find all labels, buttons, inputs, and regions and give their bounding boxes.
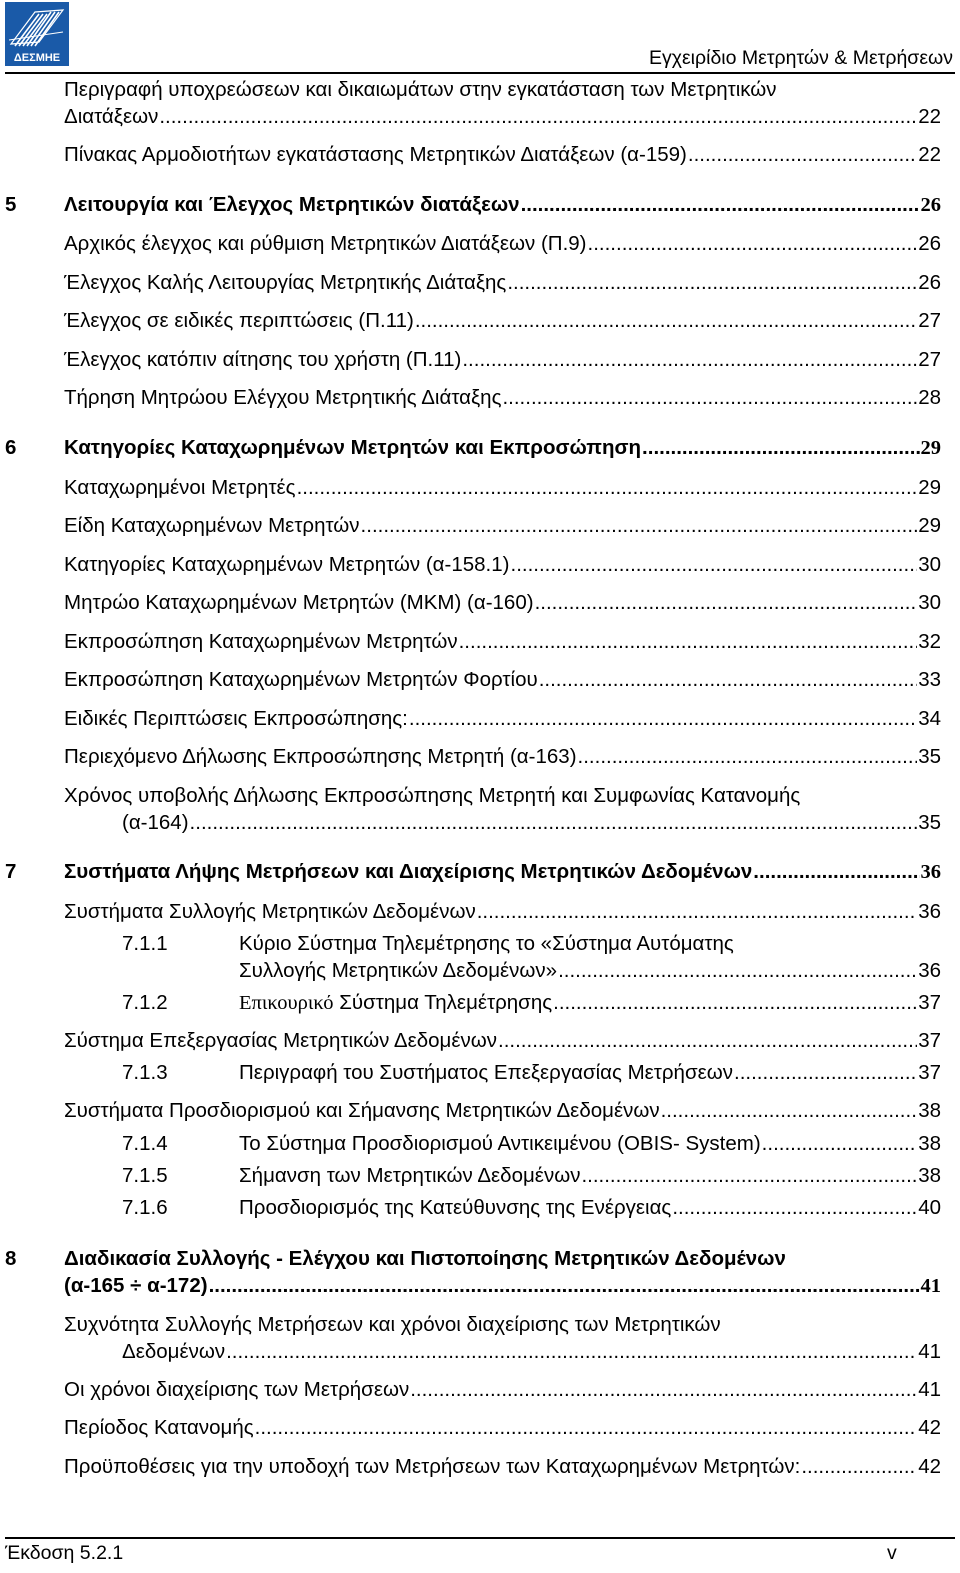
toc-title: Τήρηση Μητρώου Ελέγχου Μετρητικής Διάταξης (64, 386, 502, 409)
header-divider (5, 72, 955, 74)
toc-entry[interactable] (64, 384, 941, 411)
toc-entry[interactable] (64, 1414, 941, 1441)
leader-dots (297, 474, 918, 501)
toc-entry[interactable] (64, 743, 941, 770)
toc-subsection[interactable] (122, 989, 941, 1017)
section-number: 7.1.3 (122, 1061, 168, 1084)
toc-entry[interactable] (64, 898, 941, 925)
svg-text:ΔΕΣΜΗΕ: ΔΕΣΜΗΕ (13, 52, 61, 64)
toc-entry[interactable] (64, 551, 941, 578)
leader-dots (190, 809, 918, 836)
leader-dots (553, 989, 917, 1016)
toc-page: 26 (918, 232, 941, 255)
toc-entry[interactable] (64, 1376, 941, 1403)
toc-page: 42 (918, 1455, 941, 1478)
toc-title: Περιγραφή του Συστήματος Επεξεργασίας Μετρήσεων (239, 1061, 734, 1084)
toc-entry[interactable] (64, 666, 941, 693)
toc-chapter[interactable] (5, 858, 941, 886)
toc-title: Σήμανση των Μετρητικών Δεδομένων (239, 1164, 581, 1187)
leader-dots (255, 1414, 918, 1441)
toc-page: 36 (918, 900, 941, 923)
leader-dots (588, 230, 918, 257)
leader-dots (462, 346, 917, 373)
leader-dots (672, 1194, 917, 1221)
leader-dots (661, 1097, 918, 1124)
toc-page: 37 (918, 1029, 941, 1052)
toc-entry[interactable] (64, 705, 941, 732)
toc-title-cont: Δεδομένων (122, 1340, 226, 1363)
toc-page: 29 (918, 514, 941, 537)
toc-title: Έλεγχος κατόπιν αίτησης του χρήστη (Π.11) (64, 348, 462, 371)
toc-title: Το Σύστημα Προσδιορισμού Αντικειμένου (OBIS- System) (239, 1132, 761, 1155)
leader-dots (688, 141, 917, 168)
toc-title: Πίνακας Αρμοδιοτήτων εγκατάστασης Μετρητικών Διατάξεων (α-159) (64, 143, 687, 166)
toc-page: 32 (918, 630, 941, 653)
leader-dots (558, 957, 917, 984)
toc-title: Συστήματα Λήψης Μετρήσεων και Διαχείρισης Μετρητικών Δεδομένων (64, 860, 753, 883)
toc-title: Προϋποθέσεις για την υποδοχή των Μετρήσεων των Καταχωρημένων Μετρητών: (64, 1455, 801, 1478)
toc-entry[interactable] (64, 628, 941, 655)
leader-dots (762, 1130, 918, 1157)
section-number: 7.1.6 (122, 1196, 168, 1219)
leader-dots (498, 1027, 917, 1054)
leader-dots (801, 1453, 917, 1480)
toc-entry[interactable] (64, 76, 941, 130)
toc-title: Ειδικές Περιπτώσεις Εκπροσώπησης: (64, 707, 408, 730)
toc-page: 27 (918, 309, 941, 332)
chapter-number: 5 (5, 193, 17, 216)
toc-entry[interactable] (64, 230, 941, 257)
toc-page: 22 (918, 143, 941, 166)
leader-dots (581, 1162, 917, 1189)
toc-page: 34 (918, 707, 941, 730)
toc-title: Εκπροσώπηση Καταχωρημένων Μετρητών Φορτίου (64, 668, 538, 691)
toc-subsection[interactable] (122, 1059, 941, 1086)
leader-dots (511, 551, 918, 578)
leader-dots (535, 589, 918, 616)
toc-title: Οι χρόνοι διαχείρισης των Μετρήσεων (64, 1378, 410, 1401)
toc-entry[interactable] (64, 1027, 941, 1054)
section-number: 7.1.1 (122, 932, 168, 955)
toc-entry[interactable] (64, 141, 941, 168)
toc-page: 42 (918, 1416, 941, 1439)
toc-title-cont: (α-164) (122, 811, 189, 834)
toc-title: Κατηγορίες Καταχωρημένων Μετρητών και Εκπροσώπηση (64, 436, 642, 459)
leader-dots (209, 1272, 920, 1299)
toc-title: Σύστημα Επεξεργασίας Μετρητικών Δεδομένων (64, 1029, 498, 1052)
toc-page: 37 (918, 1061, 941, 1084)
toc-entry[interactable] (64, 307, 941, 334)
toc-entry[interactable] (64, 782, 941, 836)
toc-title: Κύριο Σύστημα Τηλεμέτρησης το «Σύστημα Αυτόματης (239, 932, 734, 955)
chapter-number: 7 (5, 860, 17, 883)
leader-dots (753, 858, 919, 885)
toc-chapter[interactable] (5, 1245, 941, 1300)
toc-page: 38 (918, 1132, 941, 1155)
toc-page: 35 (918, 811, 941, 834)
section-number: 7.1.4 (122, 1132, 168, 1155)
chapter-number: 8 (5, 1247, 17, 1270)
toc-entry[interactable] (64, 1097, 941, 1124)
toc-chapter[interactable] (5, 434, 941, 462)
toc-page: 40 (918, 1196, 941, 1219)
toc-page: 26 (920, 194, 941, 216)
toc-title: Συστήματα Συλλογής Μετρητικών Δεδομένων (64, 900, 476, 923)
leader-dots (226, 1338, 917, 1365)
toc-page: 26 (918, 271, 941, 294)
toc-page: 27 (918, 348, 941, 371)
leader-dots (521, 191, 920, 218)
footer-divider (5, 1537, 955, 1539)
toc-page: 28 (918, 386, 941, 409)
leader-dots (502, 384, 917, 411)
toc-entry[interactable] (64, 1453, 941, 1480)
toc-title-cont: Διατάξεων (64, 105, 159, 128)
toc-title: Διαδικασία Συλλογής - Ελέγχου και Πιστοποίησης Μετρητικών Δεδομένων (64, 1247, 786, 1270)
toc-page: 29 (918, 476, 941, 499)
toc-entry[interactable] (64, 589, 941, 616)
page-number: v (887, 1542, 897, 1564)
toc-title: Περιεχόμενο Δήλωσης Εκπροσώπησης Μετρητή (α-163) (64, 745, 577, 768)
leader-dots (361, 512, 918, 539)
toc-page: 35 (918, 745, 941, 768)
leader-dots (642, 434, 919, 461)
leader-dots (459, 628, 918, 655)
toc-title: Είδη Καταχωρημένων Μετρητών (64, 514, 360, 537)
toc-title: Κατηγορίες Καταχωρημένων Μετρητών (α-158.1) (64, 553, 510, 576)
toc-title: Μητρώο Καταχωρημένων Μετρητών (ΜΚΜ) (α-160) (64, 591, 534, 614)
toc-subsection[interactable] (122, 930, 941, 984)
toc-title: Περίοδος Κατανομής (64, 1416, 254, 1439)
toc-title: Σύστημα Τηλεμέτρησης (333, 991, 553, 1014)
edition-label: Έκδοση 5.2.1 (5, 1542, 124, 1564)
leader-dots (507, 269, 917, 296)
toc-page: 36 (920, 861, 941, 883)
toc-title: Έλεγχος Καλής Λειτουργίας Μετρητικής Διάταξης (64, 271, 507, 294)
toc-page: 41 (918, 1340, 941, 1363)
toc-page: 38 (918, 1099, 941, 1122)
toc-title: Εκπροσώπηση Καταχωρημένων Μετρητών (64, 630, 458, 653)
toc-title: Αρχικός έλεγχος και ρύθμιση Μετρητικών Διατάξεων (Π.9) (64, 232, 587, 255)
toc-page: 37 (918, 991, 941, 1014)
toc-chapter[interactable] (5, 191, 941, 219)
chapter-number: 6 (5, 436, 17, 459)
leader-dots (409, 705, 917, 732)
leader-dots (578, 743, 918, 770)
section-number: 7.1.2 (122, 991, 168, 1014)
toc-title: Συστήματα Προσδιορισμού και Σήμανσης Μετρητικών Δεδομένων (64, 1099, 660, 1122)
toc-page: 22 (918, 105, 941, 128)
toc-title-serif-word: Επικουρικό (239, 992, 334, 1014)
toc-entry[interactable] (64, 346, 941, 373)
toc-subsection[interactable] (122, 1162, 941, 1189)
toc-page: 38 (918, 1164, 941, 1187)
desmie-logo (5, 2, 69, 66)
toc-entry[interactable] (64, 1311, 941, 1365)
section-number: 7.1.5 (122, 1164, 168, 1187)
toc-entry[interactable] (64, 269, 941, 296)
toc-page: 30 (918, 591, 941, 614)
toc-subsection[interactable] (122, 1130, 941, 1157)
toc-page: 29 (920, 437, 941, 459)
toc-title: Συχνότητα Συλλογής Μετρήσεων και χρόνοι διαχείρισης των Μετρητικών (64, 1313, 721, 1336)
leader-dots (734, 1059, 917, 1086)
toc-entry[interactable] (64, 474, 941, 501)
toc-page: 41 (920, 1275, 941, 1297)
toc-title: Λειτουργία και Έλεγχος Μετρητικών διατάξεων (64, 193, 520, 216)
toc-title: Προσδιορισμός της Κατεύθυνσης της Ενέργειας (239, 1196, 672, 1219)
toc-title: Έλεγχος σε ειδικές περιπτώσεις (Π.11) (64, 309, 414, 332)
leader-dots (410, 1376, 917, 1403)
leader-dots (539, 666, 918, 693)
leader-dots (477, 898, 917, 925)
toc-page: 33 (918, 668, 941, 691)
toc-page: 30 (918, 553, 941, 576)
document-title: Εγχειρίδιο Μετρητών & Μετρήσεων (649, 47, 953, 69)
toc-page: 36 (918, 959, 941, 982)
toc-title-cont: Συλλογής Μετρητικών Δεδομένων» (239, 959, 558, 982)
toc-title: Χρόνος υποβολής Δήλωσης Εκπροσώπησης Μετρητή και Συμφωνίας Κατανομής (64, 784, 801, 807)
toc-title: Περιγραφή υποχρεώσεων και δικαιωμάτων στην εγκατάσταση των Μετρητικών (64, 78, 777, 101)
toc-page: 41 (918, 1378, 941, 1401)
leader-dots (415, 307, 917, 334)
toc-title-cont: (α-165 ÷ α-172) (64, 1274, 208, 1297)
leader-dots (159, 103, 917, 130)
toc-subsection[interactable] (122, 1194, 941, 1221)
toc-entry[interactable] (64, 512, 941, 539)
toc-title: Καταχωρημένοι Μετρητές (64, 476, 296, 499)
